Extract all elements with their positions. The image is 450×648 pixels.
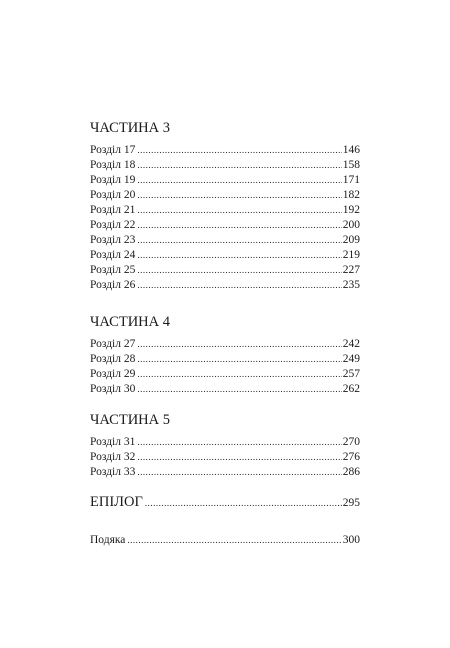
toc-entry	[90, 173, 360, 188]
dot-leader	[137, 352, 341, 367]
entry-page-number: 200	[342, 219, 360, 231]
entry-label: Розділ 28	[90, 353, 136, 365]
dot-leader	[137, 382, 341, 397]
entry-page-number: 182	[342, 189, 360, 201]
toc-entry	[90, 218, 360, 233]
entry-page-number: 257	[342, 368, 360, 380]
entry-label: Розділ 19	[90, 174, 136, 186]
part-3-section	[90, 120, 360, 293]
entry-label: Розділ 25	[90, 264, 136, 276]
dot-leader	[137, 337, 341, 352]
part-4-section	[90, 314, 360, 397]
toc-entry	[90, 337, 360, 352]
dot-leader	[137, 233, 341, 248]
dot-leader	[137, 173, 341, 188]
dot-leader	[127, 533, 341, 548]
part-title: ЧАСТИНА 4	[90, 314, 170, 330]
entry-label: Розділ 24	[90, 249, 136, 261]
entry-label: Розділ 17	[90, 144, 136, 156]
toc-entry	[90, 352, 360, 367]
entry-list	[90, 143, 360, 293]
toc-entry	[90, 203, 360, 218]
part-title: ЧАСТИНА 3	[90, 120, 170, 136]
entry-label: ЕПІЛОГ	[90, 494, 143, 510]
entry-page-number: 146	[342, 144, 360, 156]
dot-leader	[137, 263, 341, 278]
toc-entry	[90, 465, 360, 480]
toc-entry	[90, 382, 360, 397]
entry-page-number: 171	[342, 174, 360, 186]
entry-page-number: 242	[342, 338, 360, 350]
dot-leader	[145, 495, 342, 511]
entry-label: Розділ 18	[90, 159, 136, 171]
dot-leader	[137, 450, 341, 465]
entry-label: Розділ 30	[90, 383, 136, 395]
entry-page-number: 158	[342, 159, 360, 171]
entry-page-number: 295	[342, 497, 360, 509]
entry-page-number: 227	[342, 264, 360, 276]
entry-page-number: 235	[342, 279, 360, 291]
toc-entry-epilogue	[90, 494, 360, 510]
entry-label: Розділ 21	[90, 204, 136, 216]
entry-page-number: 219	[342, 249, 360, 261]
dot-leader	[137, 248, 341, 263]
toc-entry-acknowledgements	[90, 533, 360, 548]
part-title: ЧАСТИНА 5	[90, 412, 170, 428]
toc-entry	[90, 450, 360, 465]
entry-label: Розділ 27	[90, 338, 136, 350]
entry-label: Розділ 32	[90, 451, 136, 463]
entry-label: Розділ 22	[90, 219, 136, 231]
entry-list	[90, 435, 360, 480]
entry-page-number: 286	[342, 466, 360, 478]
entry-page-number: 262	[342, 383, 360, 395]
epilogue-section	[90, 494, 360, 510]
entry-page-number: 270	[342, 436, 360, 448]
entry-page-number: 276	[342, 451, 360, 463]
toc-entry	[90, 158, 360, 173]
toc-entry	[90, 367, 360, 382]
toc-entry	[90, 435, 360, 450]
toc-entry	[90, 278, 360, 293]
entry-label: Розділ 33	[90, 466, 136, 478]
entry-label: Розділ 31	[90, 436, 136, 448]
entry-label: Розділ 29	[90, 368, 136, 380]
toc-entry	[90, 263, 360, 278]
entry-label: Розділ 26	[90, 279, 136, 291]
entry-label: Подяка	[90, 534, 126, 546]
toc-entry	[90, 143, 360, 158]
entry-page-number: 209	[342, 234, 360, 246]
entry-list	[90, 337, 360, 397]
dot-leader	[137, 143, 341, 158]
dot-leader	[137, 435, 341, 450]
dot-leader	[137, 188, 341, 203]
dot-leader	[137, 158, 341, 173]
entry-label: Розділ 23	[90, 234, 136, 246]
entry-page-number: 300	[342, 534, 360, 546]
dot-leader	[137, 367, 341, 382]
entry-page-number: 192	[342, 204, 360, 216]
dot-leader	[137, 203, 341, 218]
toc-entry	[90, 248, 360, 263]
toc-entry	[90, 233, 360, 248]
dot-leader	[137, 218, 341, 233]
part-5-section	[90, 412, 360, 480]
acknowledgements-section	[90, 533, 360, 548]
entry-label: Розділ 20	[90, 189, 136, 201]
entry-page-number: 249	[342, 353, 360, 365]
toc-entry	[90, 188, 360, 203]
dot-leader	[137, 465, 341, 480]
dot-leader	[137, 278, 341, 293]
